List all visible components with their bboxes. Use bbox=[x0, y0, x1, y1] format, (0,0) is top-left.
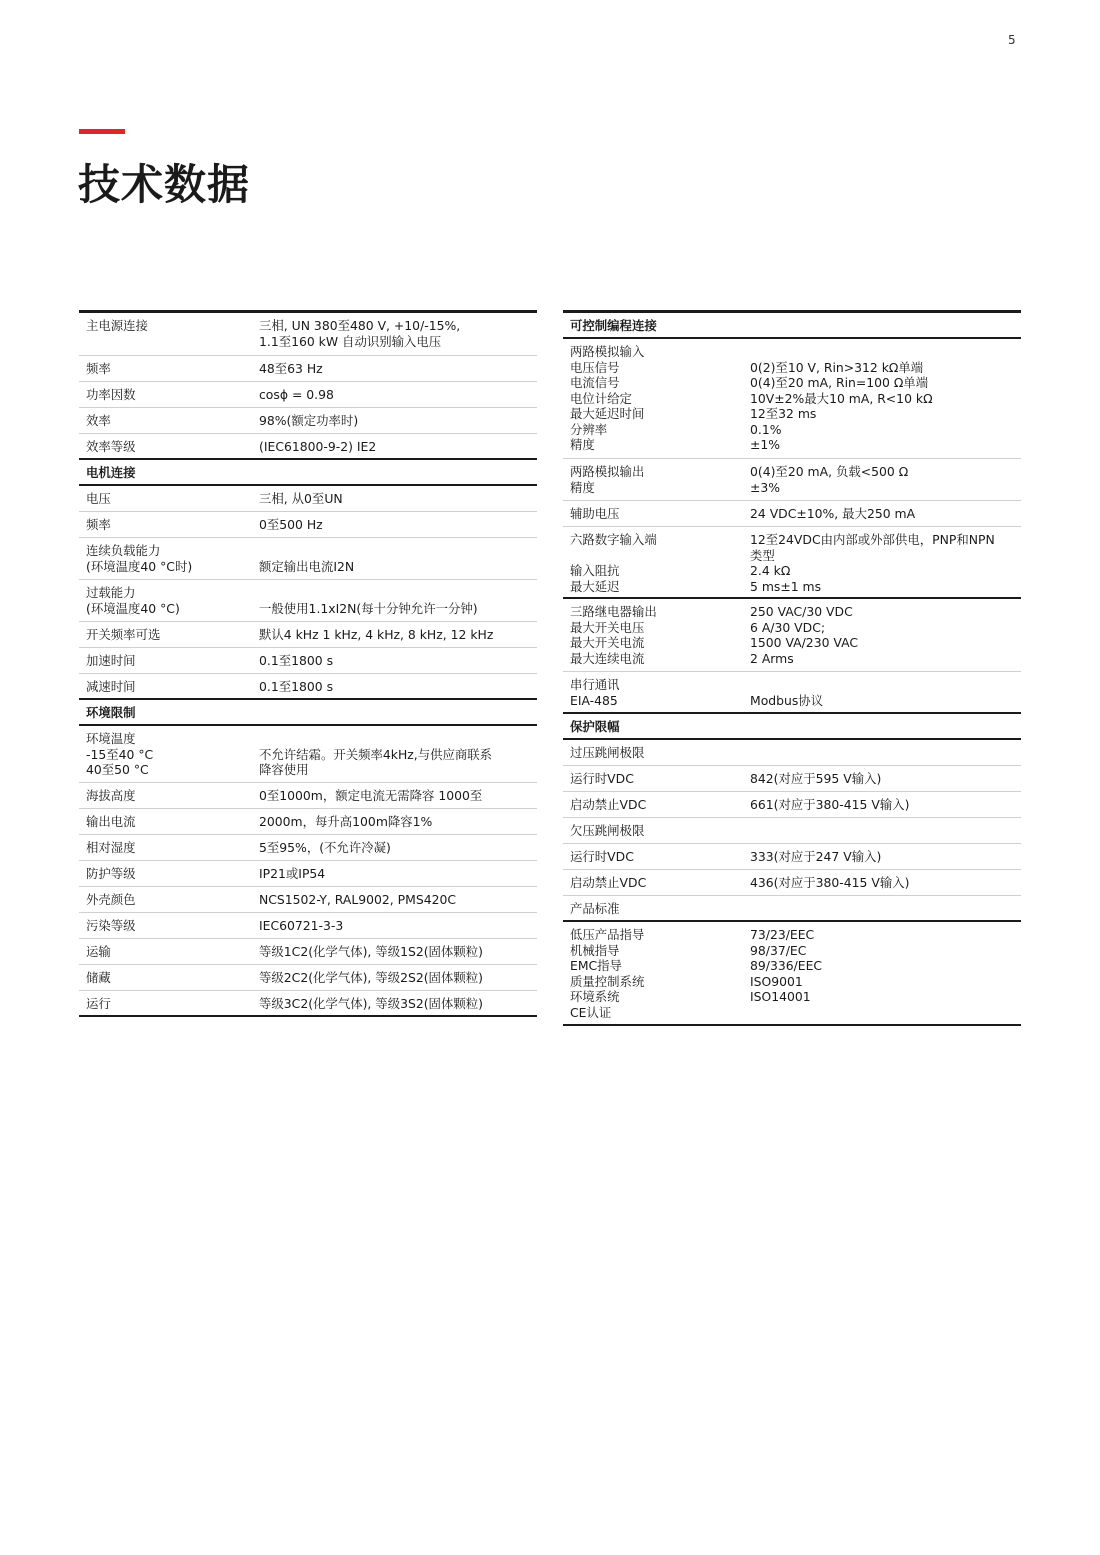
spec-label: 辅助电压 bbox=[570, 506, 620, 521]
spec-label: 运行时VDC bbox=[570, 771, 634, 786]
spec-value: 0至1000m，额定电流无需降容 1000至 bbox=[259, 788, 483, 803]
spec-row bbox=[563, 870, 1021, 896]
spec-row bbox=[563, 599, 1021, 672]
spec-row bbox=[79, 861, 537, 887]
spec-label: 外壳颜色 bbox=[86, 892, 136, 907]
section-header-row bbox=[79, 700, 537, 726]
spec-value: 0.1至1800 s bbox=[259, 653, 334, 668]
spec-label: 两路模拟输出 精度 bbox=[570, 464, 645, 495]
spec-value: 12至24VDC由内部或外部供电，PNP和NPN 类型 2.4 kΩ 5 ms±1 ms bbox=[750, 532, 995, 594]
spec-label: 三路继电器输出 最大开关电压 最大开关电流 最大连续电流 bbox=[570, 604, 657, 666]
spec-value: NCS1502-Y, RAL9002, PMS420C bbox=[259, 892, 456, 907]
spec-label: 效率 bbox=[86, 413, 111, 428]
spec-row bbox=[563, 844, 1021, 870]
spec-row bbox=[79, 913, 537, 939]
spec-label: 相对湿度 bbox=[86, 840, 136, 855]
spec-label: 运行时VDC bbox=[570, 849, 634, 864]
spec-label: 环境温度 -15至40 °C 40至50 °C bbox=[86, 731, 154, 777]
page-number: 5 bbox=[1008, 33, 1016, 47]
spec-label: 运输 bbox=[86, 944, 111, 959]
spec-label: 可控制编程连接 bbox=[570, 318, 657, 333]
section-header-row bbox=[79, 460, 537, 486]
spec-value bbox=[750, 318, 1021, 333]
spec-row bbox=[79, 783, 537, 809]
spec-row bbox=[79, 434, 537, 460]
spec-row bbox=[79, 939, 537, 965]
spec-row bbox=[563, 740, 1021, 766]
spec-label: 过压跳闸极限 bbox=[570, 745, 645, 760]
spec-row bbox=[79, 622, 537, 648]
spec-row bbox=[79, 887, 537, 913]
spec-label: 加速时间 bbox=[86, 653, 136, 668]
spec-row bbox=[79, 809, 537, 835]
spec-label: 储藏 bbox=[86, 970, 111, 985]
spec-value bbox=[750, 901, 1021, 916]
spec-value: 三相, 从0至UN bbox=[259, 491, 343, 506]
spec-value: 等级1C2(化学气体), 等级1S2(固体颗粒) bbox=[259, 944, 483, 959]
spec-label: 六路数字输入端 输入阻抗 最大延迟 bbox=[570, 532, 657, 594]
right-spec-table bbox=[563, 310, 1021, 1026]
spec-row bbox=[79, 965, 537, 991]
spec-label: 频率 bbox=[86, 361, 111, 376]
spec-value: (IEC61800-9-2) IE2 bbox=[259, 439, 377, 454]
spec-value: 不允许结霜。开关频率4kHz,与供应商联系 降容使用 bbox=[259, 746, 493, 777]
spec-value bbox=[259, 705, 537, 720]
spec-value: 842(对应于595 V输入) bbox=[750, 771, 882, 786]
spec-label: 保护限幅 bbox=[570, 719, 620, 734]
spec-label: 串行通讯 EIA-485 bbox=[570, 677, 620, 708]
spec-label: 欠压跳闸极限 bbox=[570, 823, 645, 838]
spec-value: 三相, UN 380至480 V, +10/-15%, 1.1至160 kW 自动识别输入电压 bbox=[259, 318, 461, 349]
spec-label: 环境限制 bbox=[86, 705, 136, 720]
spec-label: 电压 bbox=[86, 491, 111, 506]
spec-row bbox=[79, 726, 537, 783]
spec-label: 过载能力 (环境温度40 °C) bbox=[86, 585, 180, 616]
spec-label: 防护等级 bbox=[86, 866, 136, 881]
spec-label: 效率等级 bbox=[86, 439, 136, 454]
spec-value: 98%(额定功率时) bbox=[259, 413, 359, 428]
spec-value: IP21或IP54 bbox=[259, 866, 326, 881]
spec-row bbox=[563, 896, 1021, 922]
spec-label: 电机连接 bbox=[86, 465, 136, 480]
spec-row bbox=[563, 766, 1021, 792]
spec-row bbox=[79, 538, 537, 580]
spec-label: 运行 bbox=[86, 996, 111, 1011]
spec-value: 24 VDC±10%, 最大250 mA bbox=[750, 506, 916, 521]
spec-value: 0至500 Hz bbox=[259, 517, 323, 532]
spec-value bbox=[259, 465, 537, 480]
spec-row bbox=[79, 835, 537, 861]
spec-row bbox=[563, 922, 1021, 1026]
spec-label: 污染等级 bbox=[86, 918, 136, 933]
spec-value: 默认4 kHz 1 kHz, 4 kHz, 8 kHz, 12 kHz bbox=[259, 627, 494, 642]
spec-value: 48至63 Hz bbox=[259, 361, 323, 376]
spec-row bbox=[563, 792, 1021, 818]
spec-row bbox=[79, 648, 537, 674]
spec-value bbox=[750, 823, 1021, 839]
spec-value: 250 VAC/30 VDC 6 A/30 VDC; 1500 VA/230 VAC 2 Arms bbox=[750, 604, 858, 666]
spec-label: 低压产品指导 机械指导 EMC指导 质量控制系统 环境系统 CE认证 bbox=[570, 927, 645, 1020]
spec-label: 功率因数 bbox=[86, 387, 136, 402]
spec-row bbox=[563, 501, 1021, 527]
spec-row bbox=[563, 818, 1021, 844]
page-title: 技术数据 bbox=[78, 160, 251, 209]
spec-value: Modbus协议 bbox=[750, 692, 824, 708]
spec-row bbox=[79, 674, 537, 700]
spec-row bbox=[79, 580, 537, 622]
spec-label: 连续负载能力 (环境温度40 °C时) bbox=[86, 543, 193, 574]
left-spec-table bbox=[79, 310, 537, 1017]
spec-value: 333(对应于247 V输入) bbox=[750, 849, 882, 864]
spec-label: 启动禁止VDC bbox=[570, 797, 647, 812]
spec-label: 海拔高度 bbox=[86, 788, 136, 803]
spec-value: IEC60721-3-3 bbox=[259, 918, 344, 933]
spec-row bbox=[79, 382, 537, 408]
spec-value: 0(2)至10 V, Rin>312 kΩ单端 0(4)至20 mA, Rin=100 Ω单端 10V±2%最大10 mA, R<10 kΩ 12至32 ms 0.1% ±1% bbox=[750, 359, 933, 452]
spec-value: 73/23/EEC 98/37/EC 89/336/EEC ISO9001 ISO14001 bbox=[750, 927, 823, 1004]
spec-row bbox=[79, 408, 537, 434]
spec-row bbox=[79, 356, 537, 382]
spec-value: 额定输出电流I2N bbox=[259, 558, 355, 574]
spec-row bbox=[79, 313, 537, 356]
spec-row bbox=[79, 486, 537, 512]
spec-value: 0.1至1800 s bbox=[259, 679, 334, 694]
spec-row bbox=[79, 991, 537, 1017]
spec-row bbox=[563, 672, 1021, 714]
spec-label: 主电源连接 bbox=[86, 318, 148, 333]
spec-value: 2000m，每升高100m降容1% bbox=[259, 814, 433, 829]
spec-value: 436(对应于380-415 V输入) bbox=[750, 875, 910, 890]
spec-value bbox=[750, 745, 1021, 761]
section-header-row bbox=[563, 313, 1021, 339]
spec-value: 等级2C2(化学气体), 等级2S2(固体颗粒) bbox=[259, 970, 483, 985]
spec-value: 等级3C2(化学气体), 等级3S2(固体颗粒) bbox=[259, 996, 483, 1011]
spec-value: 5至95%，(不允许冷凝) bbox=[259, 840, 391, 855]
spec-value: cosϕ = 0.98 bbox=[259, 387, 334, 402]
spec-label: 两路模拟输入 电压信号 电流信号 电位计给定 最大延迟时间 分辨率 精度 bbox=[570, 344, 645, 452]
spec-label: 频率 bbox=[86, 517, 111, 532]
spec-row bbox=[563, 339, 1021, 459]
spec-value: 661(对应于380-415 V输入) bbox=[750, 797, 910, 812]
spec-value: 0(4)至20 mA, 负载<500 Ω ±3% bbox=[750, 464, 909, 495]
spec-value: 一般使用1.1xI2N(每十分钟允许一分钟) bbox=[259, 600, 478, 616]
spec-row bbox=[79, 512, 537, 538]
spec-row bbox=[563, 459, 1021, 501]
accent-bar bbox=[79, 129, 125, 134]
spec-label: 开关频率可选 bbox=[86, 627, 161, 642]
spec-row bbox=[563, 527, 1021, 599]
spec-label: 输出电流 bbox=[86, 814, 136, 829]
spec-label: 产品标准 bbox=[570, 901, 620, 916]
spec-label: 启动禁止VDC bbox=[570, 875, 647, 890]
section-header-row bbox=[563, 714, 1021, 740]
spec-value bbox=[750, 719, 1021, 734]
spec-label: 减速时间 bbox=[86, 679, 136, 694]
